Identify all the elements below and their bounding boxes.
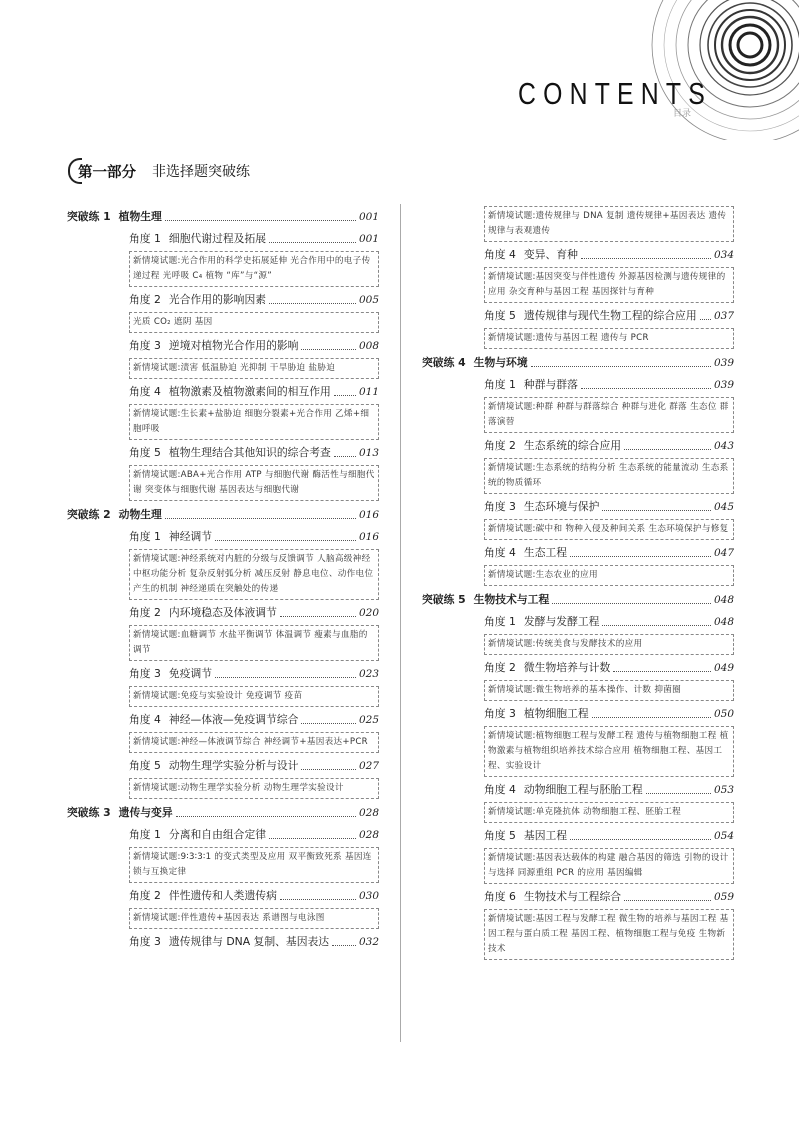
toc-angle-entry[interactable] <box>67 337 379 355</box>
page-number: 043 <box>713 440 734 452</box>
topic-box: 新情境试题:ABA+光合作用 ATP 与细胞代谢 酶活性与细胞代谢 突变体与细胞代谢 基因表达与细胞代谢 <box>129 465 379 501</box>
dot-leader <box>215 677 356 678</box>
toc-angle-entry[interactable] <box>422 705 734 723</box>
entry-title: 伴性遗传和人类遗传病 <box>168 889 277 902</box>
left-column <box>67 203 379 951</box>
page-number: 016 <box>358 531 379 543</box>
topic-box: 新情境试题:遗传与基因工程 遗传与 PCR <box>484 328 734 349</box>
page-number: 020 <box>358 607 379 619</box>
contents-title: CONTENTS <box>518 76 712 111</box>
toc-angle-entry[interactable] <box>67 826 379 844</box>
dot-leader <box>301 723 355 724</box>
entry-label: 角度 1 <box>129 530 161 543</box>
topic-box: 新情境试题:种群 种群与群落综合 种群与进化 群落 生态位 群落演替 <box>484 397 734 433</box>
entry-title: 神经调节 <box>168 530 213 543</box>
page-number: 054 <box>713 830 734 842</box>
entry-title: 基因工程 <box>523 829 568 842</box>
page-number: 030 <box>358 890 379 902</box>
page-number: 028 <box>358 807 379 819</box>
page-number: 037 <box>713 310 734 322</box>
toc-angle-entry[interactable] <box>67 604 379 622</box>
part-title: 非选择题突破练 <box>152 164 250 180</box>
dot-leader <box>280 616 356 617</box>
topic-box: 新情境试题:免疫与实验设计 免疫调节 疫苗 <box>129 686 379 707</box>
topic-box: 新情境试题:基因表达载体的构建 融合基因的筛选 引物的设计与选择 同源重组 PCR 的应用 基因编辑 <box>484 848 734 884</box>
topic-box: 新情境试题:渍害 低温胁迫 光抑制 干旱胁迫 盐胁迫 <box>129 358 379 379</box>
entry-label: 角度 2 <box>129 606 161 619</box>
entry-title: 植物生理 <box>118 210 162 223</box>
dot-leader <box>334 395 356 396</box>
entry-label: 角度 2 <box>129 293 161 306</box>
topic-box: 光质 CO₂ 遮阴 基因 <box>129 312 379 333</box>
topic-box: 新情境试题:神经系统对内脏的分级与反馈调节 人脑高级神经中枢功能分析 复杂反射弧分析 减压反射 静息电位、动作电位产生的机制 神经递质在突触处的传递 <box>129 549 379 600</box>
topic-box: 新情境试题:传统美食与发酵技术的应用 <box>484 634 734 655</box>
page-number: 047 <box>713 547 734 559</box>
entry-label: 突破练 4 <box>422 356 466 369</box>
dot-leader <box>570 839 711 840</box>
page-number: 013 <box>358 447 379 459</box>
page-number: 048 <box>713 616 734 628</box>
entry-label: 角度 4 <box>129 713 161 726</box>
toc-section-entry[interactable] <box>422 354 734 372</box>
topic-box: 新情境试题:基因突变与伴性遗传 外源基因检测与遗传规律的应用 杂交育种与基因工程 基因探针与育种 <box>484 267 734 303</box>
toc-angle-entry[interactable] <box>422 246 734 264</box>
dot-leader <box>602 625 710 626</box>
entry-title: 动物生理 <box>118 508 162 521</box>
right-column <box>422 203 734 960</box>
toc-angle-entry[interactable] <box>67 665 379 683</box>
dot-leader <box>592 717 711 718</box>
entry-label: 角度 4 <box>484 248 516 261</box>
entry-title: 生物技术与工程综合 <box>523 890 622 903</box>
page-number: 034 <box>713 249 734 261</box>
entry-label: 突破练 2 <box>67 508 111 521</box>
topic-box: 新情境试题:神经—体液调节综合 神经调节+基因表达+PCR <box>129 732 379 753</box>
dot-leader <box>269 303 356 304</box>
topic-box: 新情境试题:动物生理学实验分析 动物生理学实验设计 <box>129 778 379 799</box>
topic-box: 新情境试题:生态系统的结构分析 生态系统的能量流动 生态系统的物质循环 <box>484 458 734 494</box>
entry-label: 角度 1 <box>484 615 516 628</box>
toc-angle-entry[interactable] <box>422 498 734 516</box>
entry-label: 角度 4 <box>484 546 516 559</box>
dot-leader <box>332 945 356 946</box>
toc-angle-entry[interactable] <box>67 383 379 401</box>
dot-leader <box>581 388 711 389</box>
topic-box: 新情境试题:生长素+盐胁迫 细胞分裂素+光合作用 乙烯+细胞呼吸 <box>129 404 379 440</box>
entry-label: 角度 2 <box>484 661 516 674</box>
entry-title: 分离和自由组合定律 <box>168 828 267 841</box>
page-number: 001 <box>358 233 379 245</box>
entry-label: 角度 5 <box>129 446 161 459</box>
page-number: 050 <box>713 708 734 720</box>
toc-angle-entry[interactable] <box>67 711 379 729</box>
dot-leader <box>531 366 711 367</box>
entry-title: 种群与群落 <box>523 378 578 391</box>
entry-label: 突破练 1 <box>67 210 111 223</box>
dot-leader <box>301 769 355 770</box>
toc-angle-entry[interactable] <box>67 933 379 951</box>
page-number: 045 <box>713 501 734 513</box>
entry-title: 微生物培养与计数 <box>523 661 611 674</box>
topic-box: 新情境试题:基因工程与发酵工程 微生物的培养与基因工程 基因工程与蛋白质工程 基因工程、植物细胞工程与免疫 生物新技术 <box>484 909 734 960</box>
dot-leader <box>165 220 356 221</box>
part-heading <box>68 158 250 184</box>
topic-box: 新情境试题:血糖调节 水盐平衡调节 体温调节 瘦素与血脂的调节 <box>129 625 379 661</box>
entry-title: 动物生理学实验分析与设计 <box>168 759 299 772</box>
toc-angle-entry[interactable] <box>67 444 379 462</box>
entry-title: 植物细胞工程 <box>523 707 589 720</box>
toc-angle-entry[interactable] <box>422 613 734 631</box>
dot-leader <box>646 793 711 794</box>
entry-label: 角度 1 <box>129 232 161 245</box>
dot-leader <box>176 816 356 817</box>
toc-angle-entry[interactable] <box>422 781 734 799</box>
page-number: 005 <box>358 294 379 306</box>
dot-leader <box>215 540 356 541</box>
contents-subtitle: 目录 <box>673 109 692 119</box>
dot-leader <box>280 899 356 900</box>
entry-title: 遗传规律与 DNA 复制、基因表达 <box>168 935 330 948</box>
toc-angle-entry[interactable] <box>422 437 734 455</box>
dot-leader <box>165 518 356 519</box>
entry-title: 遗传与变异 <box>118 806 173 819</box>
dot-leader <box>613 671 711 672</box>
page-number: 011 <box>358 386 379 398</box>
entry-title: 发酵与发酵工程 <box>523 615 600 628</box>
page-number: 032 <box>358 936 379 948</box>
toc-angle-entry[interactable] <box>67 528 379 546</box>
page-number: 001 <box>358 211 379 223</box>
topic-box: 新情境试题:遗传规律与 DNA 复制 遗传规律+基因表达 遗传规律与表观遗传 <box>484 206 734 242</box>
topic-box: 新情境试题:微生物培养的基本操作、计数 抑菌圈 <box>484 680 734 701</box>
entry-title: 细胞代谢过程及拓展 <box>168 232 267 245</box>
entry-label: 突破练 5 <box>422 593 466 606</box>
entry-label: 角度 1 <box>129 828 161 841</box>
dot-leader <box>301 349 355 350</box>
toc-angle-entry[interactable] <box>67 757 379 775</box>
dot-leader <box>602 510 710 511</box>
entry-label: 角度 5 <box>129 759 161 772</box>
toc-angle-entry[interactable] <box>422 544 734 562</box>
entry-label: 角度 5 <box>484 309 516 322</box>
entry-label: 角度 5 <box>484 829 516 842</box>
page-number: 027 <box>358 760 379 772</box>
entry-label: 角度 3 <box>129 935 161 948</box>
part-label: 第一部分 <box>78 164 136 181</box>
entry-title: 变异、育种 <box>523 248 578 261</box>
entry-title: 植物激素及植物激素间的相互作用 <box>168 385 331 398</box>
page-number: 048 <box>713 594 734 606</box>
entry-label: 突破练 3 <box>67 806 111 819</box>
toc-angle-entry[interactable] <box>422 376 734 394</box>
toc-angle-entry[interactable] <box>67 291 379 309</box>
entry-title: 植物生理结合其他知识的综合考查 <box>168 446 331 459</box>
page-number: 059 <box>713 891 734 903</box>
dot-leader <box>624 900 711 901</box>
column-divider <box>400 204 401 1042</box>
dot-leader <box>552 603 711 604</box>
page-number: 028 <box>358 829 379 841</box>
topic-box: 新情境试题:单克隆抗体 动物细胞工程、胚胎工程 <box>484 802 734 823</box>
entry-title: 生物与环境 <box>473 356 528 369</box>
page-number: 016 <box>358 509 379 521</box>
dot-leader <box>581 258 711 259</box>
dot-leader <box>624 449 711 450</box>
toc-section-entry[interactable] <box>422 591 734 609</box>
entry-label: 角度 6 <box>484 890 516 903</box>
entry-label: 角度 2 <box>129 889 161 902</box>
entry-label: 角度 2 <box>484 439 516 452</box>
topic-box: 新情境试题:9∶3∶3∶1 的变式类型及应用 双平衡致死系 基因连锁与互换定律 <box>129 847 379 883</box>
entry-title: 遗传规律与现代生物工程的综合应用 <box>523 309 697 322</box>
entry-title: 生态系统的综合应用 <box>523 439 622 452</box>
entry-title: 生物技术与工程 <box>473 593 550 606</box>
toc-angle-entry[interactable] <box>67 887 379 905</box>
dot-leader <box>269 838 356 839</box>
dot-leader <box>700 319 711 320</box>
entry-label: 角度 3 <box>484 500 516 513</box>
dot-leader <box>570 556 711 557</box>
entry-label: 角度 3 <box>484 707 516 720</box>
topic-box: 新情境试题:光合作用的科学史拓展延伸 光合作用中的电子传递过程 光呼吸 C₄ 植物 “库”与“源” <box>129 251 379 287</box>
page-number: 039 <box>713 357 734 369</box>
entry-title: 光合作用的影响因素 <box>168 293 267 306</box>
toc-section-entry[interactable] <box>67 804 379 822</box>
entry-title: 内环境稳态及体液调节 <box>168 606 277 619</box>
page-number: 039 <box>713 379 734 391</box>
entry-title: 逆境对植物光合作用的影响 <box>168 339 299 352</box>
entry-title: 神经—体液—免疫调节综合 <box>168 713 299 726</box>
dot-leader <box>334 456 356 457</box>
topic-box: 新情境试题:生态农业的应用 <box>484 565 734 586</box>
entry-label: 角度 3 <box>129 667 161 680</box>
page-number: 049 <box>713 662 734 674</box>
toc-angle-entry[interactable] <box>67 230 379 248</box>
toc-angle-entry[interactable] <box>422 888 734 906</box>
topic-box: 新情境试题:植物细胞工程与发酵工程 遗传与植物细胞工程 植物激素与植物组织培养技术综合应用 植物细胞工程、基因工程、实验设计 <box>484 726 734 777</box>
page-number: 053 <box>713 784 734 796</box>
dot-leader <box>269 242 356 243</box>
toc-angle-entry[interactable] <box>422 827 734 845</box>
topic-box: 新情境试题:伴性遗传+基因表达 系谱图与电泳图 <box>129 908 379 929</box>
entry-title: 生态工程 <box>523 546 568 559</box>
entry-title: 动物细胞工程与胚胎工程 <box>523 783 643 796</box>
decorative-rings-graphic <box>600 0 799 140</box>
page-number: 025 <box>358 714 379 726</box>
entry-label: 角度 4 <box>484 783 516 796</box>
entry-title: 生态环境与保护 <box>523 500 600 513</box>
topic-box: 新情境试题:碳中和 物种入侵及种间关系 生态环境保护与修复 <box>484 519 734 540</box>
toc-section-entry[interactable] <box>67 208 379 226</box>
entry-label: 角度 3 <box>129 339 161 352</box>
toc-angle-entry[interactable] <box>422 307 734 325</box>
entry-label: 角度 4 <box>129 385 161 398</box>
entry-label: 角度 1 <box>484 378 516 391</box>
toc-angle-entry[interactable] <box>422 659 734 677</box>
page-number: 008 <box>358 340 379 352</box>
toc-section-entry[interactable] <box>67 506 379 524</box>
page-number: 023 <box>358 668 379 680</box>
entry-title: 免疫调节 <box>168 667 213 680</box>
